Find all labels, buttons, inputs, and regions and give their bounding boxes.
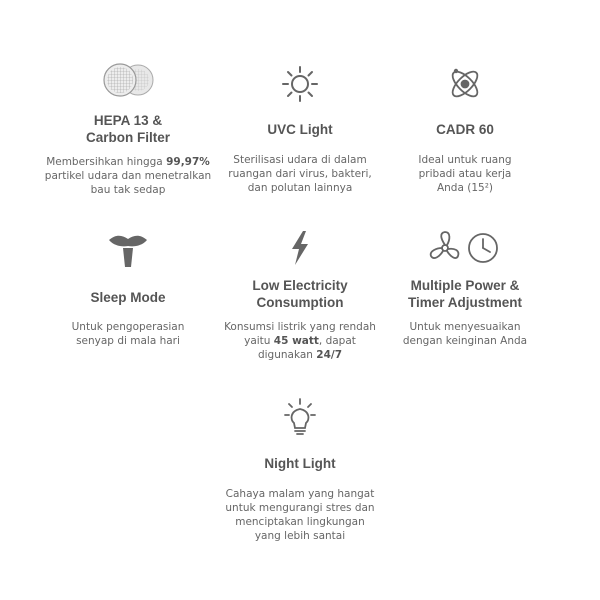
clock-icon (469, 234, 497, 262)
atom-icon (443, 62, 487, 106)
feature-desc-highlight: 99,97% (166, 156, 210, 168)
feature-desc: pribadi atau kerja (418, 168, 512, 180)
feature-desc: , dapat (318, 335, 356, 347)
sleep-lips-icon (104, 230, 152, 270)
feature-title: Night Light (264, 456, 336, 471)
feature-desc: yaitu (244, 335, 274, 347)
feature-title: UVC Light (267, 122, 333, 137)
feature-desc: Sterilisasi udara di dalam (233, 154, 367, 166)
feature-desc: partikel udara dan menetralkan (44, 170, 212, 182)
feature-title: Carbon Filter (85, 130, 170, 145)
feature-desc-highlight: 24/7 (316, 349, 343, 361)
feature-desc: bau tak sedap (90, 184, 166, 196)
feature-desc: Untuk pengoperasian (71, 321, 185, 333)
lightning-icon (285, 228, 315, 268)
feature-desc: untuk mengurangi stres dan (225, 502, 375, 514)
feature-title: Consumption (256, 295, 344, 310)
feature-title: Timer Adjustment (407, 295, 523, 310)
feature-desc: Membersihkan hingga (46, 156, 167, 168)
feature-desc: Konsumsi listrik yang rendah (224, 321, 376, 333)
feature-title: HEPA 13 & (93, 113, 163, 128)
feature-desc: dengan keinginan Anda (402, 335, 528, 347)
feature-desc: yang lebih santai (254, 530, 346, 542)
feature-desc: digunakan (257, 349, 317, 361)
feature-desc: Anda (15²) (436, 182, 494, 194)
sun-icon (278, 62, 322, 106)
fan-clock-icon (423, 228, 507, 268)
feature-desc-highlight: 45 watt (273, 335, 319, 347)
light-bulb-icon (278, 396, 322, 440)
feature-desc: Untuk menyesuaikan (409, 321, 521, 333)
feature-desc: ruangan dari virus, bakteri, (228, 168, 372, 180)
feature-desc: Cahaya malam yang hangat (225, 488, 375, 500)
fan-icon (431, 232, 459, 258)
feature-desc: Ideal untuk ruang (418, 154, 512, 166)
feature-desc: senyap di mala hari (76, 335, 180, 347)
feature-title: Sleep Mode (90, 290, 166, 305)
feature-desc: dan polutan lainnya (247, 182, 353, 194)
feature-desc: menciptakan lingkungan (235, 516, 365, 528)
feature-title: Low Electricity (252, 278, 348, 293)
feature-title: Multiple Power & (410, 278, 520, 293)
filter-icon (93, 60, 163, 100)
feature-title: CADR 60 (436, 122, 494, 137)
